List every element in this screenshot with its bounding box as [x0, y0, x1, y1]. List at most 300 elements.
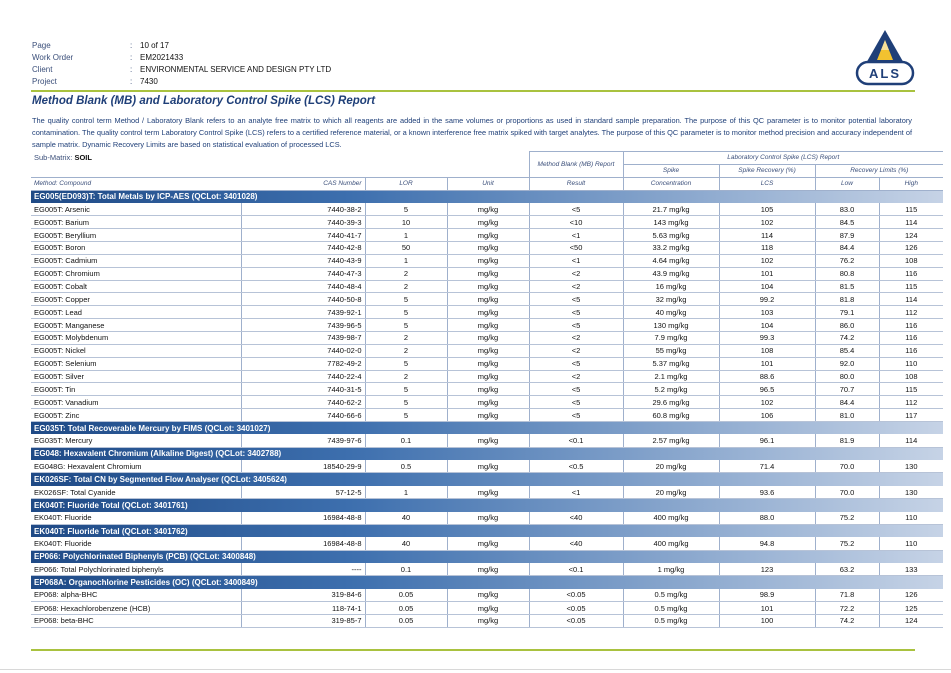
compound-cell: EG035T: Mercury [31, 434, 241, 447]
table-row [31, 306, 943, 319]
low-cell: 79.1 [815, 306, 879, 319]
low-cell: 80.8 [815, 267, 879, 280]
col-unit: Unit [447, 177, 529, 190]
concentration-cell: 20 mg/kg [623, 486, 719, 499]
method-group-title: EK026SF: Total CN by Segmented Flow Analyser (QCLot: 3405624) [31, 473, 943, 486]
method-group-header [31, 422, 943, 435]
blank-header-cell [31, 164, 529, 177]
compound-cell: EK040T: Fluoride [31, 537, 241, 550]
lor-cell: 5 [365, 306, 447, 319]
separator: : [130, 65, 133, 74]
method-group-title: EK040T: Fluoride Total (QCLot: 3401762) [31, 524, 943, 537]
low-cell: 87.9 [815, 229, 879, 242]
cas-cell: 7782-49-2 [241, 357, 365, 370]
method-group-title: EG035T: Total Recoverable Mercury by FIMS (QCLot: 3401027) [31, 422, 943, 435]
cas-cell: 7440-41-7 [241, 229, 365, 242]
high-cell: 117 [879, 409, 943, 422]
unit-cell: mg/kg [447, 357, 529, 370]
col-high: High [879, 177, 943, 190]
concentration-cell: 40 mg/kg [623, 306, 719, 319]
concentration-cell: 1 mg/kg [623, 563, 719, 576]
cas-cell: 7439-96-5 [241, 319, 365, 332]
lor-cell: 40 [365, 537, 447, 550]
result-cell: <0.5 [529, 460, 623, 473]
table-row [31, 589, 943, 602]
separator: : [130, 77, 133, 86]
lcs-cell: 88.0 [719, 512, 815, 525]
concentration-cell: 5.2 mg/kg [623, 383, 719, 396]
page-bottom-line [0, 669, 951, 670]
high-cell: 115 [879, 203, 943, 216]
concentration-cell: 0.5 mg/kg [623, 614, 719, 627]
table-row [31, 602, 943, 615]
lor-cell: 2 [365, 344, 447, 357]
low-cell: 70.7 [815, 383, 879, 396]
cas-cell: 7440-02-0 [241, 344, 365, 357]
high-cell: 115 [879, 280, 943, 293]
lor-cell: 5 [365, 396, 447, 409]
lor-cell: 0.05 [365, 602, 447, 615]
high-cell: 116 [879, 344, 943, 357]
page-label: Page [32, 41, 51, 50]
unit-cell: mg/kg [447, 486, 529, 499]
table-row [31, 370, 943, 383]
cas-cell: 7440-42-8 [241, 242, 365, 255]
unit-cell: mg/kg [447, 460, 529, 473]
spike-recovery-header: Spike Recovery (%) [719, 164, 815, 177]
table-row [31, 537, 943, 550]
concentration-cell: 5.37 mg/kg [623, 357, 719, 370]
unit-cell: mg/kg [447, 229, 529, 242]
result-cell: <5 [529, 409, 623, 422]
concentration-cell: 0.5 mg/kg [623, 589, 719, 602]
compound-cell: EG005T: Barium [31, 216, 241, 229]
lor-cell: 0.5 [365, 460, 447, 473]
qc-table-wrapper [31, 151, 918, 628]
compound-cell: EG005T: Cobalt [31, 280, 241, 293]
result-cell: <40 [529, 512, 623, 525]
lcs-cell: 102 [719, 396, 815, 409]
cas-cell: 7440-62-2 [241, 396, 365, 409]
compound-cell: EG005T: Vanadium [31, 396, 241, 409]
concentration-cell: 21.7 mg/kg [623, 203, 719, 216]
table-row [31, 357, 943, 370]
low-cell: 63.2 [815, 563, 879, 576]
unit-cell: mg/kg [447, 293, 529, 306]
lcs-cell: 99.2 [719, 293, 815, 306]
lcs-cell: 114 [719, 229, 815, 242]
compound-cell: EG005T: Chromium [31, 267, 241, 280]
lcs-cell: 99.3 [719, 332, 815, 345]
result-cell: <10 [529, 216, 623, 229]
unit-cell: mg/kg [447, 370, 529, 383]
lcs-cell: 104 [719, 280, 815, 293]
lcs-cell: 88.6 [719, 370, 815, 383]
unit-cell: mg/kg [447, 602, 529, 615]
col-lcs: LCS [719, 177, 815, 190]
high-cell: 112 [879, 396, 943, 409]
lor-cell: 40 [365, 512, 447, 525]
lcs-cell: 98.9 [719, 589, 815, 602]
compound-cell: EG005T: Molybdenum [31, 332, 241, 345]
concentration-cell: 2.57 mg/kg [623, 434, 719, 447]
compound-cell: EP068: Hexachlorobenzene (HCB) [31, 602, 241, 615]
als-logo-icon [855, 28, 915, 88]
method-group-header [31, 190, 943, 203]
concentration-cell: 16 mg/kg [623, 280, 719, 293]
intro-paragraph: The quality control term Method / Laboratory Blank refers to an analyte free matrix to which all reagents are added in the same volumes or proportions as used in standard sample preparation. The purpose of this QC parameter is to monitor potential laboratory contamination. The quality control term Laboratory Control Spike (LCS) refers to a certified reference material, or a known interference free matrix spiked with target analytes. The purpose of this QC parameter is to monitor method precision and accuracy independent of sample matrix. Dynamic Recovery Limits are based on statistical evaluation of processed LCS. [32, 116, 912, 149]
mb-report-header: Method Blank (MB) Report [529, 152, 623, 178]
lor-cell: 2 [365, 280, 447, 293]
cas-cell: 7440-43-9 [241, 254, 365, 267]
table-row [31, 383, 943, 396]
compound-cell: EG005T: Cadmium [31, 254, 241, 267]
compound-cell: EG005T: Beryllium [31, 229, 241, 242]
low-cell: 72.2 [815, 602, 879, 615]
result-cell: <5 [529, 396, 623, 409]
table-row [31, 293, 943, 306]
unit-cell: mg/kg [447, 344, 529, 357]
unit-cell: mg/kg [447, 280, 529, 293]
low-cell: 85.4 [815, 344, 879, 357]
unit-cell: mg/kg [447, 434, 529, 447]
compound-cell: EK026SF: Total Cyanide [31, 486, 241, 499]
compound-cell: EG005T: Boron [31, 242, 241, 255]
low-cell: 75.2 [815, 512, 879, 525]
low-cell: 84.4 [815, 242, 879, 255]
cas-cell: 7439-98-7 [241, 332, 365, 345]
cas-cell: 7440-47-3 [241, 267, 365, 280]
result-cell: <2 [529, 332, 623, 345]
lor-cell: 0.1 [365, 563, 447, 576]
low-cell: 80.0 [815, 370, 879, 383]
sub-matrix [31, 152, 529, 165]
lcs-cell: 105 [719, 203, 815, 216]
result-cell: <40 [529, 537, 623, 550]
concentration-cell: 143 mg/kg [623, 216, 719, 229]
logo-text: ALS [869, 66, 901, 81]
result-cell: <5 [529, 293, 623, 306]
result-cell: <50 [529, 242, 623, 255]
low-cell: 76.2 [815, 254, 879, 267]
high-cell: 116 [879, 267, 943, 280]
cas-cell: 7440-39-3 [241, 216, 365, 229]
lcs-cell: 102 [719, 216, 815, 229]
low-cell: 71.8 [815, 589, 879, 602]
concentration-cell: 33.2 mg/kg [623, 242, 719, 255]
lor-cell: 5 [365, 203, 447, 216]
compound-cell: EG048G: Hexavalent Chromium [31, 460, 241, 473]
col-result: Result [529, 177, 623, 190]
lor-cell: 2 [365, 332, 447, 345]
low-cell: 86.0 [815, 319, 879, 332]
result-cell: <5 [529, 306, 623, 319]
lcs-cell: 118 [719, 242, 815, 255]
cas-cell: 7440-66-6 [241, 409, 365, 422]
cas-cell: 7439-97-6 [241, 434, 365, 447]
cas-cell: 16984-48-8 [241, 537, 365, 550]
concentration-cell: 5.63 mg/kg [623, 229, 719, 242]
cas-cell: 7440-22-4 [241, 370, 365, 383]
lor-cell: 2 [365, 267, 447, 280]
lor-cell: 0.05 [365, 614, 447, 627]
method-group-title: EG048: Hexavalent Chromium (Alkaline Digest) (QCLot: 3402788) [31, 447, 943, 460]
lcs-cell: 102 [719, 254, 815, 267]
high-cell: 114 [879, 293, 943, 306]
high-cell: 126 [879, 242, 943, 255]
result-cell: <5 [529, 319, 623, 332]
high-cell: 108 [879, 254, 943, 267]
concentration-cell: 29.6 mg/kg [623, 396, 719, 409]
high-cell: 116 [879, 332, 943, 345]
col-concentration: Concentration [623, 177, 719, 190]
lor-cell: 2 [365, 370, 447, 383]
compound-cell: EG005T: Copper [31, 293, 241, 306]
cas-cell: 118-74-1 [241, 602, 365, 615]
cas-cell: 319-85-7 [241, 614, 365, 627]
result-cell: <2 [529, 370, 623, 383]
cas-cell: 18540-29-9 [241, 460, 365, 473]
unit-cell: mg/kg [447, 537, 529, 550]
compound-cell: EG005T: Selenium [31, 357, 241, 370]
lcs-cell: 101 [719, 357, 815, 370]
low-cell: 74.2 [815, 614, 879, 627]
project-label: Project [32, 77, 57, 86]
unit-cell: mg/kg [447, 409, 529, 422]
result-cell: <1 [529, 229, 623, 242]
unit-cell: mg/kg [447, 383, 529, 396]
low-cell: 70.0 [815, 486, 879, 499]
low-cell: 74.2 [815, 332, 879, 345]
table-row [31, 254, 943, 267]
low-cell: 83.0 [815, 203, 879, 216]
cas-cell: 319-84-6 [241, 589, 365, 602]
lor-cell: 1 [365, 254, 447, 267]
method-group-header [31, 473, 943, 486]
unit-cell: mg/kg [447, 254, 529, 267]
result-cell: <0.05 [529, 614, 623, 627]
low-cell: 81.0 [815, 409, 879, 422]
sub-matrix-label: Sub-Matrix: [34, 153, 73, 163]
header-work-order-row [32, 52, 331, 64]
lcs-cell: 106 [719, 409, 815, 422]
table-row [31, 216, 943, 229]
unit-cell: mg/kg [447, 614, 529, 627]
result-cell: <2 [529, 344, 623, 357]
method-group-title: EP066: Polychlorinated Biphenyls (PCB) (QCLot: 3400848) [31, 550, 943, 563]
result-cell: <0.05 [529, 602, 623, 615]
result-cell: <2 [529, 267, 623, 280]
cas-cell: 7440-38-2 [241, 203, 365, 216]
concentration-cell: 43.9 mg/kg [623, 267, 719, 280]
table-row [31, 332, 943, 345]
compound-cell: EG005T: Silver [31, 370, 241, 383]
recovery-limits-header: Recovery Limits (%) [815, 164, 943, 177]
concentration-cell: 60.8 mg/kg [623, 409, 719, 422]
high-cell: 110 [879, 537, 943, 550]
table-row [31, 614, 943, 627]
method-group-title: EP068A: Organochlorine Pesticides (OC) (QCLot: 3400849) [31, 576, 943, 589]
compound-cell: EP066: Total Polychlorinated biphenyls [31, 563, 241, 576]
method-group-header [31, 499, 943, 512]
result-cell: <5 [529, 357, 623, 370]
lor-cell: 5 [365, 409, 447, 422]
work-order-label: Work Order [32, 53, 74, 62]
work-order-value: EM2021433 [140, 53, 184, 62]
compound-cell: EG005T: Zinc [31, 409, 241, 422]
high-cell: 126 [879, 589, 943, 602]
client-value: ENVIRONMENTAL SERVICE AND DESIGN PTY LTD [140, 65, 332, 74]
header-project-row [32, 76, 331, 88]
footer-divider [31, 649, 915, 651]
lcs-cell: 101 [719, 602, 815, 615]
high-cell: 114 [879, 216, 943, 229]
lor-cell: 1 [365, 229, 447, 242]
concentration-cell: 55 mg/kg [623, 344, 719, 357]
high-cell: 125 [879, 602, 943, 615]
page-title: Method Blank (MB) and Laboratory Control Spike (LCS) Report [32, 95, 376, 107]
compound-cell: EG005T: Nickel [31, 344, 241, 357]
table-row [31, 319, 943, 332]
high-cell: 130 [879, 460, 943, 473]
concentration-cell: 400 mg/kg [623, 537, 719, 550]
cas-cell: 7440-50-8 [241, 293, 365, 306]
report-header [32, 40, 331, 88]
unit-cell: mg/kg [447, 319, 529, 332]
compound-cell: EK040T: Fluoride [31, 512, 241, 525]
lcs-report-header: Laboratory Control Spike (LCS) Report [623, 152, 943, 165]
low-cell: 81.5 [815, 280, 879, 293]
lcs-cell: 96.5 [719, 383, 815, 396]
high-cell: 110 [879, 512, 943, 525]
high-cell: 108 [879, 370, 943, 383]
unit-cell: mg/kg [447, 332, 529, 345]
method-group-header [31, 524, 943, 537]
concentration-cell: 2.1 mg/kg [623, 370, 719, 383]
cas-cell: 7440-48-4 [241, 280, 365, 293]
table-row [31, 267, 943, 280]
method-group-title: EG005(ED093)T: Total Metals by ICP-AES (QCLot: 3401028) [31, 190, 943, 203]
header-divider [31, 90, 915, 92]
high-cell: 114 [879, 434, 943, 447]
low-cell: 81.9 [815, 434, 879, 447]
result-cell: <1 [529, 254, 623, 267]
qc-table-body [31, 190, 943, 627]
spike-header: Spike [623, 164, 719, 177]
table-row [31, 242, 943, 255]
table-row [31, 280, 943, 293]
col-low: Low [815, 177, 879, 190]
page-value: 10 of 17 [140, 41, 169, 50]
lcs-cell: 123 [719, 563, 815, 576]
unit-cell: mg/kg [447, 512, 529, 525]
result-cell: <5 [529, 383, 623, 396]
lcs-cell: 108 [719, 344, 815, 357]
lor-cell: 0.1 [365, 434, 447, 447]
compound-cell: EG005T: Tin [31, 383, 241, 396]
table-row [31, 434, 943, 447]
lor-cell: 10 [365, 216, 447, 229]
header-page-row [32, 40, 331, 52]
concentration-cell: 130 mg/kg [623, 319, 719, 332]
lor-cell: 5 [365, 383, 447, 396]
col-compound: Method: Compound [31, 177, 241, 190]
unit-cell: mg/kg [447, 306, 529, 319]
unit-cell: mg/kg [447, 396, 529, 409]
concentration-cell: 32 mg/kg [623, 293, 719, 306]
lcs-cell: 93.6 [719, 486, 815, 499]
cas-cell: 16984-48-8 [241, 512, 365, 525]
high-cell: 124 [879, 614, 943, 627]
high-cell: 115 [879, 383, 943, 396]
lor-cell: 5 [365, 357, 447, 370]
low-cell: 84.4 [815, 396, 879, 409]
unit-cell: mg/kg [447, 589, 529, 602]
separator: : [130, 53, 133, 62]
unit-cell: mg/kg [447, 267, 529, 280]
result-cell: <1 [529, 486, 623, 499]
lcs-cell: 96.1 [719, 434, 815, 447]
result-cell: <2 [529, 280, 623, 293]
concentration-cell: 400 mg/kg [623, 512, 719, 525]
lor-cell: 5 [365, 293, 447, 306]
compound-cell: EP068: beta-BHC [31, 614, 241, 627]
lor-cell: 5 [365, 319, 447, 332]
lcs-cell: 100 [719, 614, 815, 627]
compound-cell: EP068: alpha-BHC [31, 589, 241, 602]
low-cell: 70.0 [815, 460, 879, 473]
high-cell: 110 [879, 357, 943, 370]
table-row [31, 460, 943, 473]
cas-cell: ---- [241, 563, 365, 576]
lor-cell: 50 [365, 242, 447, 255]
concentration-cell: 0.5 mg/kg [623, 602, 719, 615]
concentration-cell: 4.64 mg/kg [623, 254, 719, 267]
table-row [31, 203, 943, 216]
lcs-cell: 71.4 [719, 460, 815, 473]
unit-cell: mg/kg [447, 242, 529, 255]
table-row [31, 563, 943, 576]
result-cell: <5 [529, 203, 623, 216]
lor-cell: 1 [365, 486, 447, 499]
method-group-title: EK040T: Fluoride Total (QCLot: 3401761) [31, 499, 943, 512]
compound-cell: EG005T: Lead [31, 306, 241, 319]
lcs-cell: 94.8 [719, 537, 815, 550]
table-row [31, 512, 943, 525]
unit-cell: mg/kg [447, 203, 529, 216]
high-cell: 133 [879, 563, 943, 576]
lor-cell: 0.05 [365, 589, 447, 602]
cas-cell: 7439-92-1 [241, 306, 365, 319]
table-row [31, 229, 943, 242]
client-label: Client [32, 65, 53, 74]
sub-matrix-value: SOIL [74, 153, 92, 163]
result-cell: <0.05 [529, 589, 623, 602]
low-cell: 75.2 [815, 537, 879, 550]
method-group-header [31, 576, 943, 589]
qc-table [31, 151, 943, 628]
header-client-row [32, 64, 331, 76]
method-group-header [31, 550, 943, 563]
col-cas: CAS Number [241, 177, 365, 190]
compound-cell: EG005T: Manganese [31, 319, 241, 332]
project-value: 7430 [140, 77, 158, 86]
col-lor: LOR [365, 177, 447, 190]
table-row [31, 344, 943, 357]
cas-cell: 7440-31-5 [241, 383, 365, 396]
separator: : [130, 41, 133, 50]
lcs-cell: 104 [719, 319, 815, 332]
